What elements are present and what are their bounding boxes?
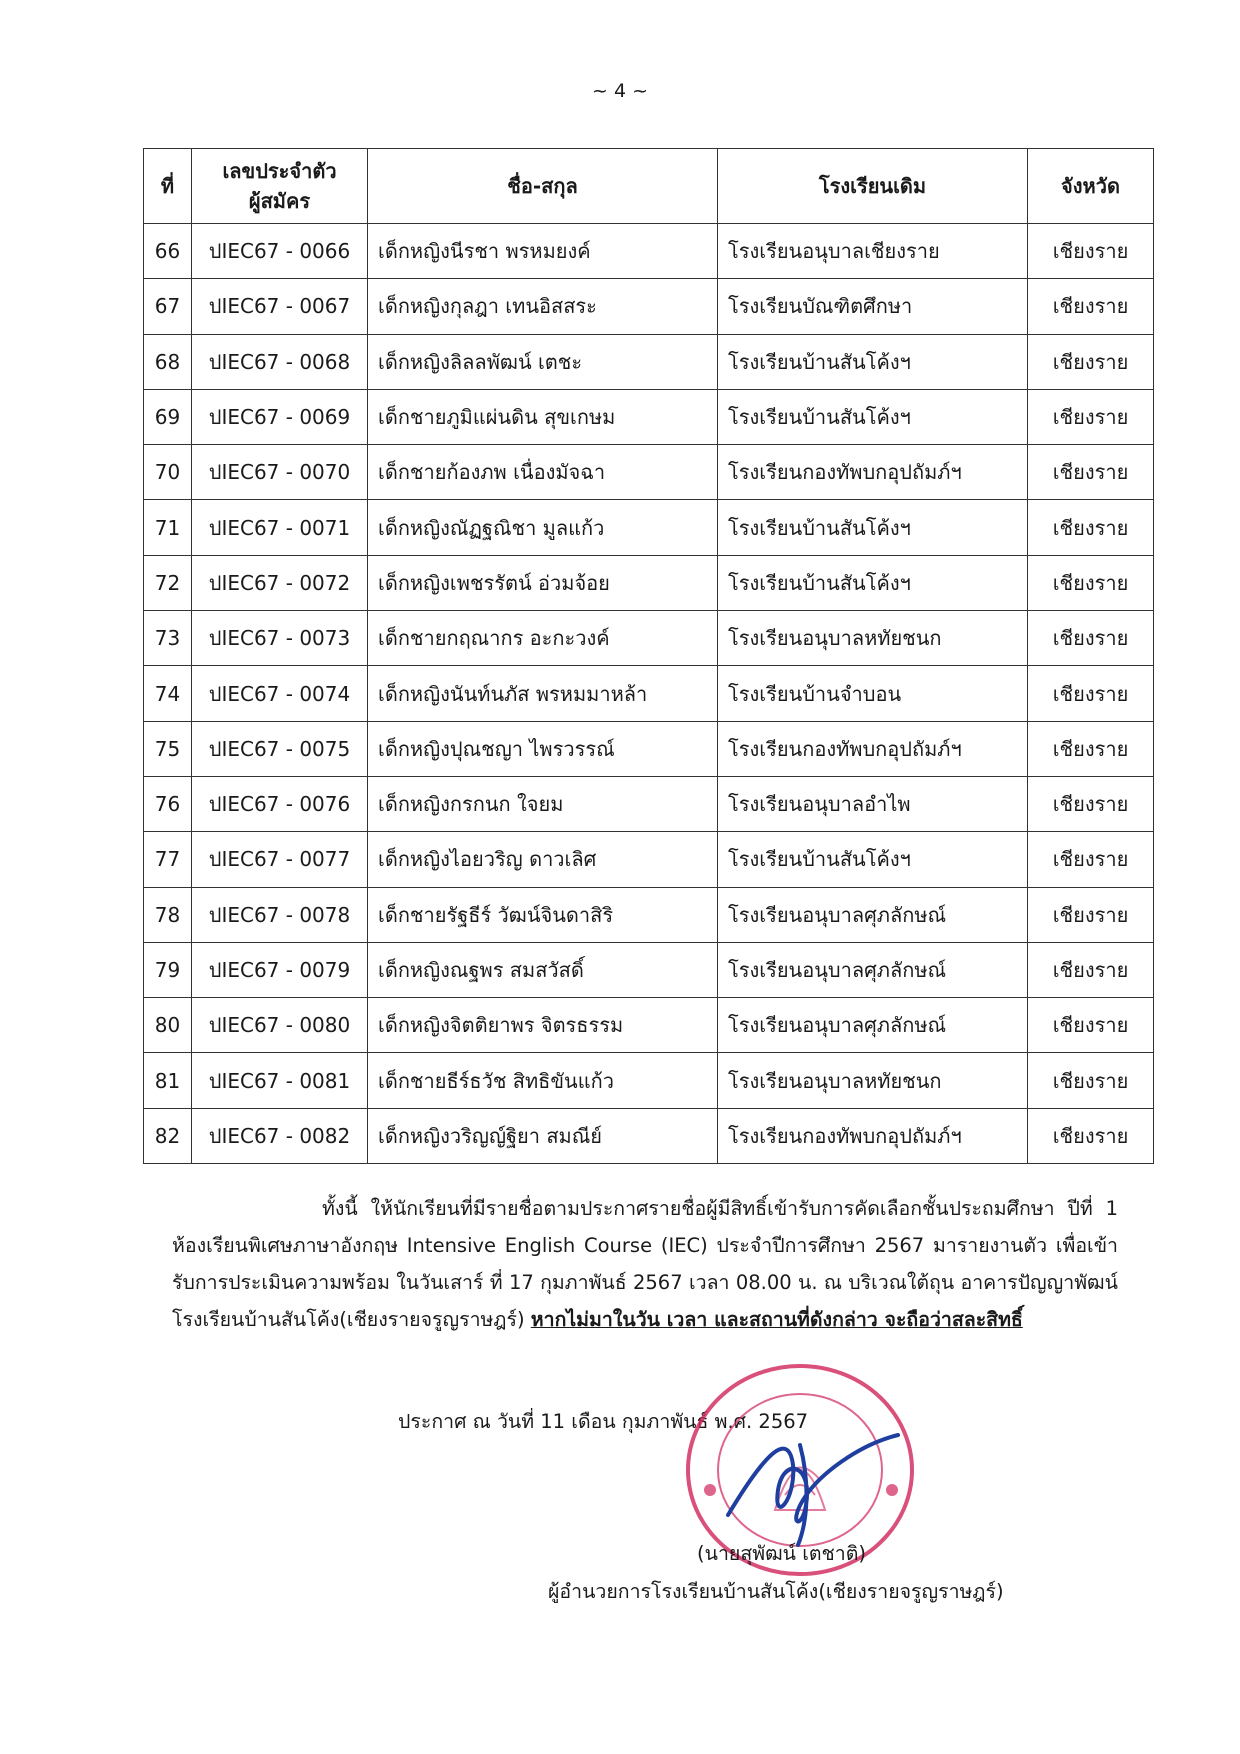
cell-applicant-id: ปIEC67 - 0068 (192, 334, 368, 389)
cell-school: โรงเรียนอนุบาลเชียงราย (718, 224, 1028, 279)
cell-no: 73 (144, 611, 192, 666)
cell-name: เด็กหญิงกรกนก ใจยม (368, 776, 718, 831)
cell-province: เชียงราย (1028, 224, 1154, 279)
cell-province: เชียงราย (1028, 334, 1154, 389)
cell-applicant-id: ปIEC67 - 0075 (192, 721, 368, 776)
cell-school: โรงเรียนบ้านสันโค้งฯ (718, 389, 1028, 444)
cell-no: 81 (144, 1053, 192, 1108)
cell-school: โรงเรียนบ้านสันโค้งฯ (718, 555, 1028, 610)
cell-province: เชียงราย (1028, 279, 1154, 334)
cell-name: เด็กหญิงวริญญ์ฐิยา สมณีย์ (368, 1108, 718, 1163)
header-former-school: โรงเรียนเดิม (718, 149, 1028, 224)
cell-province: เชียงราย (1028, 721, 1154, 776)
cell-school: โรงเรียนกองทัพบกอุปถัมภ์ฯ (718, 445, 1028, 500)
cell-province: เชียงราย (1028, 445, 1154, 500)
cell-province: เชียงราย (1028, 1108, 1154, 1163)
cell-name: เด็กหญิงนีรชา พรหมยงค์ (368, 224, 718, 279)
cell-applicant-id: ปIEC67 - 0082 (192, 1108, 368, 1163)
header-province: จังหวัด (1028, 149, 1154, 224)
cell-applicant-id: ปIEC67 - 0078 (192, 887, 368, 942)
cell-no: 72 (144, 555, 192, 610)
cell-no: 82 (144, 1108, 192, 1163)
cell-school: โรงเรียนอนุบาลศุภลักษณ์ (718, 942, 1028, 997)
cell-province: เชียงราย (1028, 666, 1154, 721)
table-row (144, 887, 1154, 942)
header-applicant-id-line1: เลขประจำตัว (222, 159, 337, 183)
header-name: ชื่อ-สกุล (368, 149, 718, 224)
cell-no: 70 (144, 445, 192, 500)
cell-province: เชียงราย (1028, 942, 1154, 997)
table-row (144, 279, 1154, 334)
cell-no: 79 (144, 942, 192, 997)
cell-name: เด็กชายก้องภพ เนื่องมัจฉา (368, 445, 718, 500)
signer-title: ผู้อำนวยการโรงเรียนบ้านสันโค้ง(เชียงรายจรูญราษฎร์) (548, 1580, 1004, 1603)
cell-province: เชียงราย (1028, 500, 1154, 555)
cell-applicant-id: ปIEC67 - 0080 (192, 998, 368, 1053)
cell-no: 74 (144, 666, 192, 721)
table-row (144, 389, 1154, 444)
cell-province: เชียงราย (1028, 1053, 1154, 1108)
table-row (144, 334, 1154, 389)
table-row (144, 998, 1154, 1053)
table-row (144, 445, 1154, 500)
cell-applicant-id: ปIEC67 - 0070 (192, 445, 368, 500)
cell-school: โรงเรียนอนุบาลศุภลักษณ์ (718, 887, 1028, 942)
cell-no: 78 (144, 887, 192, 942)
table-header-row (144, 149, 1154, 224)
cell-name: เด็กหญิงกุลฎา เทนอิสสระ (368, 279, 718, 334)
cell-province: เชียงราย (1028, 776, 1154, 831)
cell-no: 75 (144, 721, 192, 776)
cell-province: เชียงราย (1028, 998, 1154, 1053)
cell-name: เด็กหญิงณฐพร สมสวัสดิ์ (368, 942, 718, 997)
cell-name: เด็กหญิงณัฏฐณิชา มูลแก้ว (368, 500, 718, 555)
cell-school: โรงเรียนอนุบาลหทัยชนก (718, 1053, 1028, 1108)
cell-school: โรงเรียนอนุบาลศุภลักษณ์ (718, 998, 1028, 1053)
signer-name: (นายสุพัฒน์ เตชาติ) (697, 1542, 866, 1565)
cell-name: เด็กชายภูมิแผ่นดิน สุขเกษม (368, 389, 718, 444)
table-row (144, 555, 1154, 610)
cell-name: เด็กชายรัฐธีร์ วัฒน์จินดาสิริ (368, 887, 718, 942)
cell-no: 71 (144, 500, 192, 555)
cell-applicant-id: ปIEC67 - 0072 (192, 555, 368, 610)
table-row (144, 1108, 1154, 1163)
table-row (144, 611, 1154, 666)
notice-paragraph (172, 1190, 1118, 1338)
cell-applicant-id: ปIEC67 - 0066 (192, 224, 368, 279)
notice-warning: หากไม่มาในวัน เวลา และสถานที่ดังกล่าว จะถือว่าสละสิทธิ์ (530, 1308, 1023, 1331)
cell-no: 80 (144, 998, 192, 1053)
table-row (144, 942, 1154, 997)
cell-no: 68 (144, 334, 192, 389)
cell-school: โรงเรียนกองทัพบกอุปถัมภ์ฯ (718, 721, 1028, 776)
cell-applicant-id: ปIEC67 - 0077 (192, 832, 368, 887)
cell-school: โรงเรียนบ้านสันโค้งฯ (718, 500, 1028, 555)
cell-applicant-id: ปIEC67 - 0067 (192, 279, 368, 334)
page-number: ~ 4 ~ (591, 80, 648, 102)
cell-applicant-id: ปIEC67 - 0071 (192, 500, 368, 555)
table-row (144, 500, 1154, 555)
cell-name: เด็กหญิงนันท์นภัส พรหมมาหล้า (368, 666, 718, 721)
table-row (144, 666, 1154, 721)
cell-applicant-id: ปIEC67 - 0081 (192, 1053, 368, 1108)
cell-no: 69 (144, 389, 192, 444)
cell-province: เชียงราย (1028, 887, 1154, 942)
handwritten-signature-icon (718, 1405, 908, 1550)
cell-name: เด็กชายธีร์ธวัช สิทธิขันแก้ว (368, 1053, 718, 1108)
cell-province: เชียงราย (1028, 555, 1154, 610)
cell-no: 67 (144, 279, 192, 334)
cell-applicant-id: ปIEC67 - 0074 (192, 666, 368, 721)
cell-name: เด็กหญิงปุณชญา ไพรวรรณ์ (368, 721, 718, 776)
cell-province: เชียงราย (1028, 611, 1154, 666)
cell-no: 77 (144, 832, 192, 887)
cell-school: โรงเรียนบ้านสันโค้งฯ (718, 832, 1028, 887)
announcement-date: ประกาศ ณ วันที่ 11 เดือน กุมภาพันธ์ พ.ศ. 2567 (398, 1410, 809, 1433)
notice-body: ทั้งนี้ ให้นักเรียนที่มีรายชื่อตามประกาศรายชื่อผู้มีสิทธิ์เข้ารับการคัดเลือกชั้นประถมศึกษา ปีที่ 1 ห้องเรียนพิเศษภาษาอังกฤษ Intensive English Course (IEC) ประจำปีการศึกษา 2567 มารายงานตัว เพื่อเข้ารับการประเมินความพร้อม ในวันเสาร์ ที่ 17 กุมภาพันธ์ 2567 เวลา 08.00 น. ณ บริเวณใต้ถุน อาคารปัญญาพัฒน์ โรงเรียนบ้านสันโค้ง(เชียงรายจรูญราษฎร์) (172, 1197, 1118, 1331)
cell-school: โรงเรียนอนุบาลอำไพ (718, 776, 1028, 831)
cell-applicant-id: ปIEC67 - 0069 (192, 389, 368, 444)
cell-school: โรงเรียนบ้านสันโค้งฯ (718, 334, 1028, 389)
cell-name: เด็กหญิงลิลลพัฒน์ เตชะ (368, 334, 718, 389)
cell-province: เชียงราย (1028, 832, 1154, 887)
table-row (144, 832, 1154, 887)
cell-name: เด็กหญิงเพชรรัตน์ อ่วมจ้อย (368, 555, 718, 610)
table-row (144, 224, 1154, 279)
cell-province: เชียงราย (1028, 389, 1154, 444)
header-applicant-id (192, 149, 368, 224)
table-row (144, 776, 1154, 831)
cell-school: โรงเรียนบัณฑิตศึกษา (718, 279, 1028, 334)
cell-name: เด็กชายกฤณากร อะกะวงค์ (368, 611, 718, 666)
cell-school: โรงเรียนบ้านจำบอน (718, 666, 1028, 721)
header-no: ที่ (144, 149, 192, 224)
cell-school: โรงเรียนกองทัพบกอุปถัมภ์ฯ (718, 1108, 1028, 1163)
cell-applicant-id: ปIEC67 - 0073 (192, 611, 368, 666)
cell-school: โรงเรียนอนุบาลหทัยชนก (718, 611, 1028, 666)
cell-name: เด็กหญิงจิตติยาพร จิตรธรรม (368, 998, 718, 1053)
header-applicant-id-line2: ผู้สมัคร (248, 189, 311, 213)
cell-no: 66 (144, 224, 192, 279)
cell-applicant-id: ปIEC67 - 0076 (192, 776, 368, 831)
table-row (144, 1053, 1154, 1108)
applicant-table (143, 148, 1154, 1164)
table-row (144, 721, 1154, 776)
cell-name: เด็กหญิงไอยวริญ ดาวเลิศ (368, 832, 718, 887)
cell-no: 76 (144, 776, 192, 831)
cell-applicant-id: ปIEC67 - 0079 (192, 942, 368, 997)
